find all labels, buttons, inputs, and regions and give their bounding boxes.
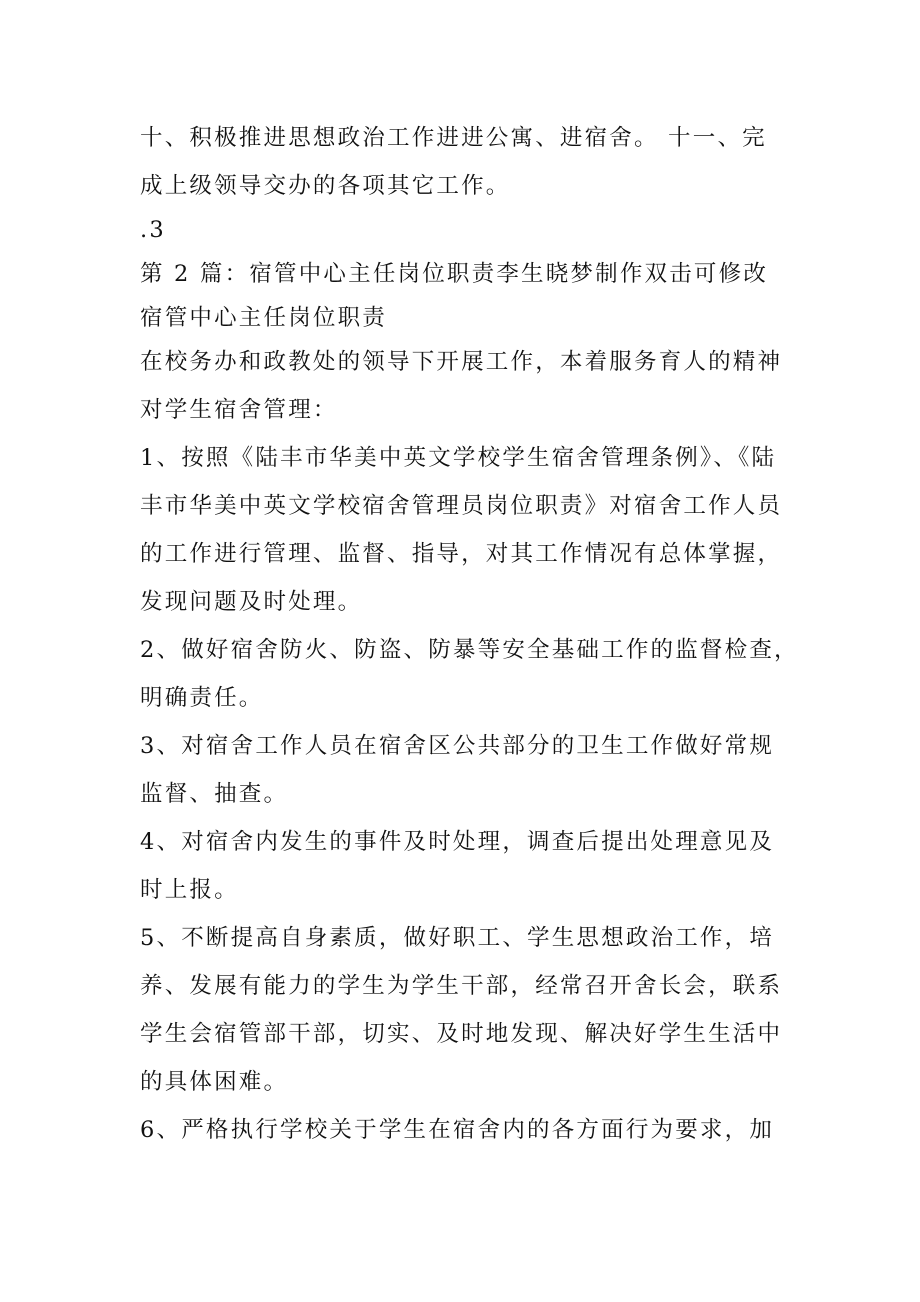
- text-line: 学生会宿管部干部，切实、及时地发现、解决好学生生活中: [140, 1021, 783, 1047]
- text-line: 的工作进行管理、监督、指导，对其工作情况有总体掌握，: [140, 541, 783, 567]
- text-line: 发现问题及时处理。: [140, 589, 363, 615]
- text-line: 养、发展有能力的学生为学生干部，经常召开舍长会，联系: [140, 973, 783, 999]
- page-number: .3: [140, 217, 166, 243]
- document-page: [140, 114, 799, 1154]
- text-line: 1、按照《陆丰市华美中英文学校学生宿舍管理条例》、《陆: [140, 445, 777, 471]
- text-line: 十、积极推进思想政治工作进进公寓、进宿舍。 十一、完: [140, 125, 767, 151]
- document-title: 宿管中心主任岗位职责: [140, 305, 388, 331]
- text-line: 明确责任。: [140, 685, 264, 711]
- text-line: 监督、抽查。: [140, 781, 289, 807]
- text-line: 4、对宿舍内发生的事件及时处理，调查后提出处理意见及: [140, 829, 775, 855]
- text-line: 在校务办和政教处的领导下开展工作，本着服务育人的精神: [140, 349, 783, 375]
- text-line: 成上级领导交办的各项其它工作。: [140, 173, 511, 199]
- section-heading: 第 2 篇：宿管中心主任岗位职责李生晓梦制作双击可修改: [140, 261, 769, 287]
- text-line: 对学生宿舍管理：: [140, 397, 338, 423]
- text-line: 6、严格执行学校关于学生在宿舍内的各方面行为要求，加: [140, 1117, 775, 1143]
- text-line: 丰市华美中英文学校宿舍管理员岗位职责》对宿舍工作人员: [140, 493, 783, 519]
- text-line: 的具体困难。: [140, 1069, 289, 1095]
- text-line: 2、做好宿舍防火、防盗、防暴等安全基础工作的监督检查，: [140, 637, 799, 663]
- text-line: 5、不断提高自身素质，做好职工、学生思想政治工作，培: [140, 925, 775, 951]
- text-line: 时上报。: [140, 877, 239, 903]
- text-line: 3、对宿舍工作人员在宿舍区公共部分的卫生工作做好常规: [140, 733, 775, 759]
